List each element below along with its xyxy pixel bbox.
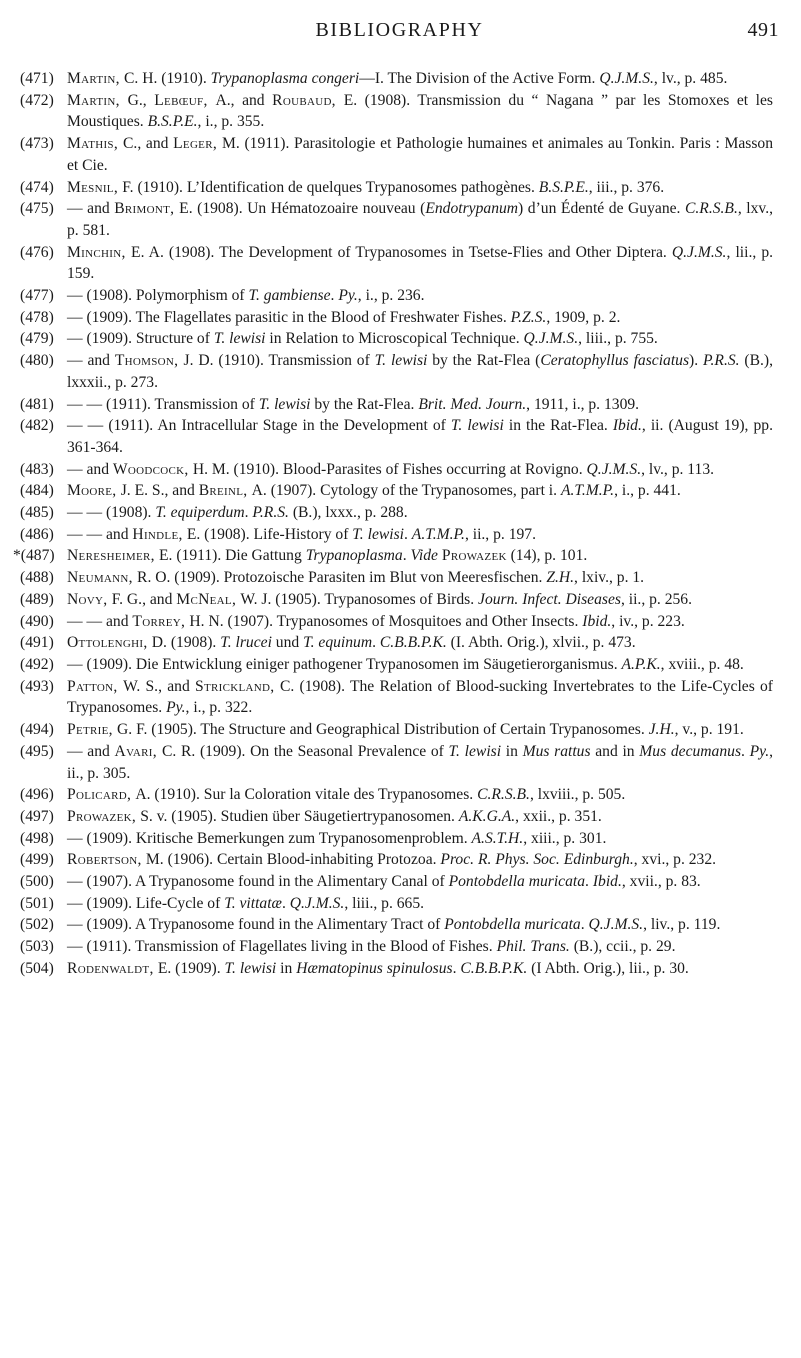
author-name: Roubaud, xyxy=(272,91,344,109)
text-run: A. (1910). Sur la Coloration vitale des Trypanosomes. xyxy=(135,786,478,804)
entry-number: (501) xyxy=(20,894,54,912)
entry-text xyxy=(67,198,773,241)
bibliography-entry xyxy=(0,719,801,741)
text-run: W. S., and xyxy=(123,677,195,695)
entry-text xyxy=(67,719,773,741)
text-run: (B.), lxxx., p. 288. xyxy=(288,504,408,522)
text-run: (B.), lxxxii., p. 273. xyxy=(67,352,774,391)
text-run: , liii., p. 755. xyxy=(578,330,658,348)
entry-number: (498) xyxy=(20,829,54,847)
text-run: , liii., p. 665. xyxy=(344,894,425,912)
text-run: , lxiv., p. 1. xyxy=(574,569,645,587)
text-run: D. (1908). xyxy=(151,634,221,652)
text-run: ) d’un Édenté de Guyane. xyxy=(518,200,685,218)
text-run: , 1911, i., p. 1309. xyxy=(526,395,640,413)
italic-text: Q.J.M.S. xyxy=(588,916,644,934)
text-run: in xyxy=(501,742,523,760)
italic-text: Brit. Med. Journ. xyxy=(418,395,527,413)
text-run: und xyxy=(271,634,304,652)
entry-number: (479) xyxy=(20,330,54,348)
entry-text xyxy=(67,545,773,567)
text-run: , i., p. 236. xyxy=(357,287,425,305)
entry-number: (492) xyxy=(20,655,54,673)
bibliography-entry xyxy=(0,328,801,350)
text-run: , xvi., p. 232. xyxy=(633,851,717,869)
italic-text: T. lewisi xyxy=(213,330,266,348)
entry-number: (474) xyxy=(20,178,54,196)
bibliography-entry xyxy=(0,133,801,176)
italic-text: Vide xyxy=(410,547,438,565)
text-run: A., and xyxy=(215,91,273,109)
text-run: (I. Abth. Orig.), xlvii., p. 473. xyxy=(446,634,636,652)
entry-text xyxy=(67,502,773,524)
bibliography-entry xyxy=(0,177,801,199)
text-run: and in xyxy=(590,742,640,760)
text-run: W. J. (1905). Trypanosomes of Birds. xyxy=(240,590,479,608)
bibliography-entry xyxy=(0,849,801,871)
entry-number: (490) xyxy=(20,612,54,630)
text-run: , lxv., p. 581. xyxy=(67,200,774,239)
text-run: — (1909). Die Entwicklung einiger pathogener Trypanosomen im Säugetierorganismus. xyxy=(67,655,622,673)
text-run: . xyxy=(741,742,750,760)
text-run: G. F. (1905). The Structure and Geographical Distribution of Certain Trypanosomes. xyxy=(117,721,649,739)
italic-text: A.K.G.A. xyxy=(458,807,516,825)
text-run: . xyxy=(402,547,411,565)
text-run: — (1909). A Trypanosome found in the Alimentary Tract of xyxy=(67,916,445,934)
entry-text xyxy=(67,90,773,133)
entry-number: (483) xyxy=(20,460,54,478)
text-run: , xiii., p. 301. xyxy=(523,829,607,847)
italic-text: Z.H. xyxy=(546,569,575,587)
entry-text xyxy=(67,741,773,784)
author-name: Neumann, xyxy=(67,569,138,587)
entry-text xyxy=(67,567,773,589)
text-run: (14), p. 101. xyxy=(506,547,588,565)
text-run: , v., p. 191. xyxy=(674,721,744,739)
italic-text: T. lewisi xyxy=(224,959,277,977)
entry-number: (497) xyxy=(20,807,54,825)
entry-text xyxy=(67,459,773,481)
italic-text: Phil. Trans. xyxy=(496,938,570,956)
bibliography-entry xyxy=(0,589,801,611)
bibliography-entry xyxy=(0,307,801,329)
italic-text: Q.J.M.S. xyxy=(599,70,654,87)
entry-number: (478) xyxy=(20,308,54,326)
entry-text xyxy=(67,524,773,546)
italic-text: C.B.B.P.K. xyxy=(460,959,528,977)
text-run: , iii., p. 376. xyxy=(588,178,665,196)
text-run: , i., p. 441. xyxy=(614,482,681,500)
entry-text xyxy=(67,611,773,633)
text-run: — — (1911). Transmission of xyxy=(67,395,259,413)
text-run: — (1909). Structure of xyxy=(67,330,214,348)
italic-text: Journ. Infect. Diseases xyxy=(478,590,621,608)
author-name: McNeal, xyxy=(176,590,241,608)
entry-text xyxy=(67,415,773,458)
entry-number: (494) xyxy=(20,721,54,739)
bibliography-list xyxy=(0,68,801,980)
bibliography-entry xyxy=(0,198,801,241)
entry-number: (500) xyxy=(20,873,54,891)
italic-text: Proc. R. Phys. Soc. Edinburgh. xyxy=(440,851,634,869)
italic-text: T. gambiense xyxy=(248,287,331,305)
italic-text: T. lewisi xyxy=(352,525,404,543)
italic-text: Trypanoplasma xyxy=(305,547,403,565)
text-run: H. M. (1910). Blood-Parasites of Fishes occurring at Rovigno. xyxy=(192,460,587,478)
entry-text xyxy=(67,307,773,329)
italic-text: Py. xyxy=(749,742,770,760)
bibliography-entry xyxy=(0,459,801,481)
entry-number: (503) xyxy=(20,938,54,956)
italic-text: T. equiperdum xyxy=(155,504,245,522)
bibliography-entry xyxy=(0,893,801,915)
text-run: H. N. (1907). Trypanosomes of Mosquitoes and Other Insects. xyxy=(189,612,583,630)
italic-text: Ibid. xyxy=(582,612,612,630)
bibliography-entry xyxy=(0,90,801,133)
author-name: Breinl, xyxy=(198,482,252,500)
bibliography-entry xyxy=(0,871,801,893)
bibliography-entry xyxy=(0,828,801,850)
text-run: F. G., and xyxy=(111,590,177,608)
entry-number: (502) xyxy=(20,916,54,934)
italic-text: Endotrypanum xyxy=(425,200,519,218)
text-run: (B.), ccii., p. 29. xyxy=(569,938,676,956)
author-name: Lebœuf, xyxy=(154,91,216,109)
entry-text xyxy=(67,68,773,90)
author-name: Woodcock, xyxy=(112,460,193,478)
italic-text: Ceratophyllus fasciatus xyxy=(540,352,690,370)
italic-text: Py. xyxy=(338,287,358,305)
text-run: E. (1911). Die Gattung xyxy=(159,547,306,565)
text-run: M. (1911). Parasitologie et Pathologie humaines et animales au Tonkin. Paris : Masson et Cie. xyxy=(67,135,773,174)
text-run: C. H. (1910). xyxy=(124,70,211,87)
entry-number: (473) xyxy=(20,135,54,153)
italic-text: Mus rattus xyxy=(522,742,591,760)
entry-text xyxy=(67,914,773,936)
entry-number: (493) xyxy=(20,677,54,695)
text-run: by the Rat-Flea. xyxy=(310,395,419,413)
entry-number: (504) xyxy=(20,959,54,977)
italic-text: Q.J.M.S. xyxy=(289,894,345,912)
text-run: , i., p. 355. xyxy=(197,113,265,131)
italic-text: B.S.P.E. xyxy=(147,113,198,131)
italic-text: Pontobdella muricata xyxy=(444,916,581,934)
entry-text xyxy=(67,242,773,285)
text-run: , xvii., p. 83. xyxy=(621,873,701,891)
bibliography-entry xyxy=(0,632,801,654)
entry-text xyxy=(67,676,773,719)
italic-text: J.H. xyxy=(648,721,675,739)
italic-text: Ibid. xyxy=(592,873,622,891)
text-run: E. (1908). Life-History of xyxy=(186,525,353,543)
author-name: Torrey, xyxy=(132,612,190,630)
text-run: — and xyxy=(67,200,115,218)
bibliography-entry xyxy=(0,654,801,676)
bibliography-entry xyxy=(0,480,801,502)
text-run: , lii., p. 159. xyxy=(67,243,774,283)
bibliography-entry xyxy=(0,524,801,546)
text-run: S. v. (1905). Studien über Säugetiertrypanosomen. xyxy=(140,807,459,825)
author-name: Avari, xyxy=(114,742,162,760)
italic-text: Mus decumanus xyxy=(639,742,742,760)
text-run: . xyxy=(580,916,589,934)
text-run: ). xyxy=(689,352,704,370)
text-run: — — (1908). xyxy=(67,504,156,522)
entry-text xyxy=(67,849,773,871)
bibliography-entry xyxy=(0,567,801,589)
text-run: E. (1908). Transmission du “ Nagana ” par les Stomoxes et les Moustiques. xyxy=(67,91,773,131)
author-name: Prowazek xyxy=(441,547,507,565)
italic-text: A.T.M.P. xyxy=(560,482,615,500)
author-name: Minchin, xyxy=(67,243,132,261)
text-run: — and xyxy=(67,742,115,760)
entry-number: (496) xyxy=(20,786,54,804)
text-run: E. A. (1908). The Development of Trypanosomes in Tsetse-Flies and Other Diptera. xyxy=(131,243,672,261)
text-run: . xyxy=(281,894,290,912)
bibliography-entry xyxy=(0,545,801,567)
text-run: C., and xyxy=(123,135,174,153)
italic-text: C.R.S.B. xyxy=(685,200,738,218)
bibliography-entry xyxy=(0,914,801,936)
italic-text: P.R.S. xyxy=(252,504,289,522)
text-run: by the Rat-Flea ( xyxy=(427,352,541,370)
entry-text xyxy=(67,958,773,980)
entry-number: *(487) xyxy=(13,547,55,565)
entry-text xyxy=(67,784,773,806)
italic-text: Py. xyxy=(166,699,186,717)
author-name: Prowazek, xyxy=(67,807,141,825)
author-name: Strickland, xyxy=(195,677,280,695)
entry-number: (471) xyxy=(20,70,54,87)
bibliography-entry xyxy=(0,502,801,524)
text-run: in xyxy=(276,959,297,977)
bibliography-entry xyxy=(0,806,801,828)
bibliography-entry xyxy=(0,415,801,458)
bibliography-entry xyxy=(0,242,801,285)
page-number: 491 xyxy=(747,19,779,41)
italic-text: T. lewisi xyxy=(450,417,504,435)
text-run: , xxii., p. 351. xyxy=(515,807,602,825)
bibliography-entry xyxy=(0,958,801,980)
italic-text: C.R.S.B. xyxy=(477,786,530,804)
italic-text: Hæmatopinus spinulosus xyxy=(296,959,453,977)
bibliography-entry xyxy=(0,611,801,633)
entry-number: (491) xyxy=(20,634,54,652)
italic-text: C.B.B.P.K. xyxy=(379,634,447,652)
entry-number: (480) xyxy=(20,352,54,370)
text-run: , xviii., p. 48. xyxy=(660,655,744,673)
entry-text xyxy=(67,936,773,958)
italic-text: T. lewisi xyxy=(448,742,502,760)
italic-text: A.P.K. xyxy=(621,655,661,673)
text-run: , ii. (August 19), pp. 361-364. xyxy=(67,417,773,456)
author-name: Ottolenghi, xyxy=(67,634,152,652)
text-run: — (1911). Transmission of Flagellates living in the Blood of Fishes. xyxy=(67,938,497,956)
page-title: BIBLIOGRAPHY xyxy=(315,19,484,41)
text-run: E. (1908). Un Hématozoaire nouveau ( xyxy=(179,200,426,218)
italic-text: T. lewisi xyxy=(258,395,311,413)
author-name: Petrie, xyxy=(67,721,118,739)
text-run: in Relation to Microscopical Technique. xyxy=(265,330,524,348)
author-name: Brimont, xyxy=(114,200,180,218)
text-run: — (1907). A Trypanosome found in the Alimentary Canal of xyxy=(67,873,449,891)
text-run: E. (1909). xyxy=(157,959,225,977)
entry-text xyxy=(67,480,773,502)
italic-text: P.R.S. xyxy=(703,352,740,370)
entry-number: (482) xyxy=(20,417,54,435)
text-run: R. O. (1909). Protozoische Parasiten im Blut von Meeresfischen. xyxy=(137,569,547,587)
author-name: Rodenwaldt, xyxy=(67,959,158,977)
entry-number: (495) xyxy=(20,742,54,760)
entry-number: (486) xyxy=(20,525,54,543)
italic-text: T. equinum xyxy=(303,634,373,652)
entry-number: (472) xyxy=(20,91,54,109)
bibliography-entry xyxy=(0,394,801,416)
entry-text xyxy=(67,806,773,828)
italic-text: Q.J.M.S. xyxy=(586,460,642,478)
italic-text: Q.J.M.S. xyxy=(523,330,579,348)
text-run: , ii., p. 197. xyxy=(464,525,536,543)
author-name: Robertson, xyxy=(67,851,146,869)
text-run: A. (1907). Cytology of the Trypanosomes, part i. xyxy=(251,482,561,500)
author-name: Neresheimer, xyxy=(67,547,160,565)
entry-text xyxy=(67,871,773,893)
entry-text xyxy=(67,133,773,176)
author-name: Martin, xyxy=(67,70,125,87)
author-name: Hindle, xyxy=(132,525,187,543)
entry-number: (485) xyxy=(20,504,54,522)
text-run: — (1909). Life-Cycle of xyxy=(67,894,225,912)
text-run: . xyxy=(452,959,461,977)
entry-text xyxy=(67,828,773,850)
text-run: — (1908). Polymorphism of xyxy=(67,287,249,305)
entry-number: (484) xyxy=(20,482,54,500)
text-run: . xyxy=(244,504,253,522)
text-run: , liv., p. 119. xyxy=(643,916,721,934)
author-name: Mesnil, xyxy=(67,178,123,196)
author-name: Martin, xyxy=(67,91,128,109)
text-run: . xyxy=(372,634,380,652)
text-run: C. R. (1909). On the Seasonal Prevalence of xyxy=(161,742,449,760)
text-run: , ii., p. 305. xyxy=(67,742,774,782)
text-run: F. (1910). L’Identification de quelques Trypanosomes pathogènes. xyxy=(122,178,539,196)
italic-text: Pontobdella muricata xyxy=(448,873,586,891)
author-name: Novy, xyxy=(67,590,112,608)
italic-text: Ibid. xyxy=(612,417,642,435)
author-name: Moore, xyxy=(67,482,121,500)
author-name: Mathis, xyxy=(67,135,124,153)
text-run: , lxviii., p. 505. xyxy=(529,786,626,804)
text-run: , ii., p. 256. xyxy=(620,590,692,608)
text-run: , iv., p. 223. xyxy=(611,612,685,630)
text-run: G., xyxy=(127,91,155,109)
entry-text xyxy=(67,893,773,915)
text-run: — and xyxy=(67,352,115,370)
text-run: . xyxy=(404,525,412,543)
entry-number: (489) xyxy=(20,590,54,608)
entry-number: (477) xyxy=(20,287,54,305)
entry-text xyxy=(67,350,773,393)
running-header xyxy=(20,19,779,49)
author-name: Thomson, xyxy=(114,352,184,370)
entry-text xyxy=(67,285,773,307)
text-run: C. (1908). The Relation of Blood-sucking Invertebrates to the Life-Cycles of Trypanosomes. xyxy=(67,677,774,717)
entry-text xyxy=(67,632,773,654)
entry-number: (475) xyxy=(20,200,54,218)
entry-number: (488) xyxy=(20,569,54,587)
italic-text: T. lewisi xyxy=(374,352,428,370)
text-run: , lv., p. 485. xyxy=(653,70,728,87)
bibliography-entry xyxy=(0,741,801,784)
text-run: — — and xyxy=(67,525,133,543)
text-run: — — (1911). An Intracellular Stage in the Development of xyxy=(67,417,451,435)
text-run: in the Rat-Flea. xyxy=(503,417,613,435)
text-run: , 1909, p. 2. xyxy=(546,308,621,326)
entry-text xyxy=(67,589,773,611)
author-name: Policard, xyxy=(67,786,136,804)
text-run: , i., p. 322. xyxy=(185,699,253,717)
entry-number: (476) xyxy=(20,243,54,261)
bibliography-entry xyxy=(0,784,801,806)
author-name: Leger, xyxy=(173,135,223,153)
text-run: — (1909). Kritische Bemerkungen zum Trypanosomenproblem. xyxy=(67,829,472,847)
bibliography-entry xyxy=(0,936,801,958)
text-run: M. (1906). Certain Blood-inhabiting Protozoa. xyxy=(145,851,441,869)
entry-number: (499) xyxy=(20,851,54,869)
entry-text xyxy=(67,394,773,416)
text-run: — — and xyxy=(67,612,133,630)
entry-text xyxy=(67,177,773,199)
italic-text: T. vittatæ xyxy=(224,894,282,912)
italic-text: T. lrucei xyxy=(220,634,272,652)
entry-number: (481) xyxy=(20,395,54,413)
bibliography-entry xyxy=(0,350,801,393)
text-run: (I Abth. Orig.), lii., p. 30. xyxy=(527,959,689,977)
author-name: Patton, xyxy=(67,677,124,695)
italic-text: Trypanoplasma congeri xyxy=(210,70,360,87)
bibliography-entry xyxy=(0,285,801,307)
text-run: . xyxy=(585,873,593,891)
text-run: , lv., p. 113. xyxy=(641,460,715,478)
italic-text: A.T.M.P. xyxy=(411,525,465,543)
text-run: —I. The Division of the Active Form. xyxy=(359,70,600,87)
italic-text: P.Z.S. xyxy=(510,308,547,326)
entry-text xyxy=(67,654,773,676)
text-run: J. E. S., and xyxy=(120,482,199,500)
text-run: . xyxy=(330,287,339,305)
italic-text: A.S.T.H. xyxy=(471,829,524,847)
bibliography-entry xyxy=(0,68,801,90)
italic-text: Q.J.M.S. xyxy=(671,243,727,261)
text-run: — (1909). The Flagellates parasitic in the Blood of Freshwater Fishes. xyxy=(67,308,511,326)
italic-text: B.S.P.E. xyxy=(538,178,589,196)
text-run: J. D. (1910). Transmission of xyxy=(183,352,375,370)
text-run: — and xyxy=(67,460,113,478)
entry-text xyxy=(67,328,773,350)
bibliography-entry xyxy=(0,676,801,719)
